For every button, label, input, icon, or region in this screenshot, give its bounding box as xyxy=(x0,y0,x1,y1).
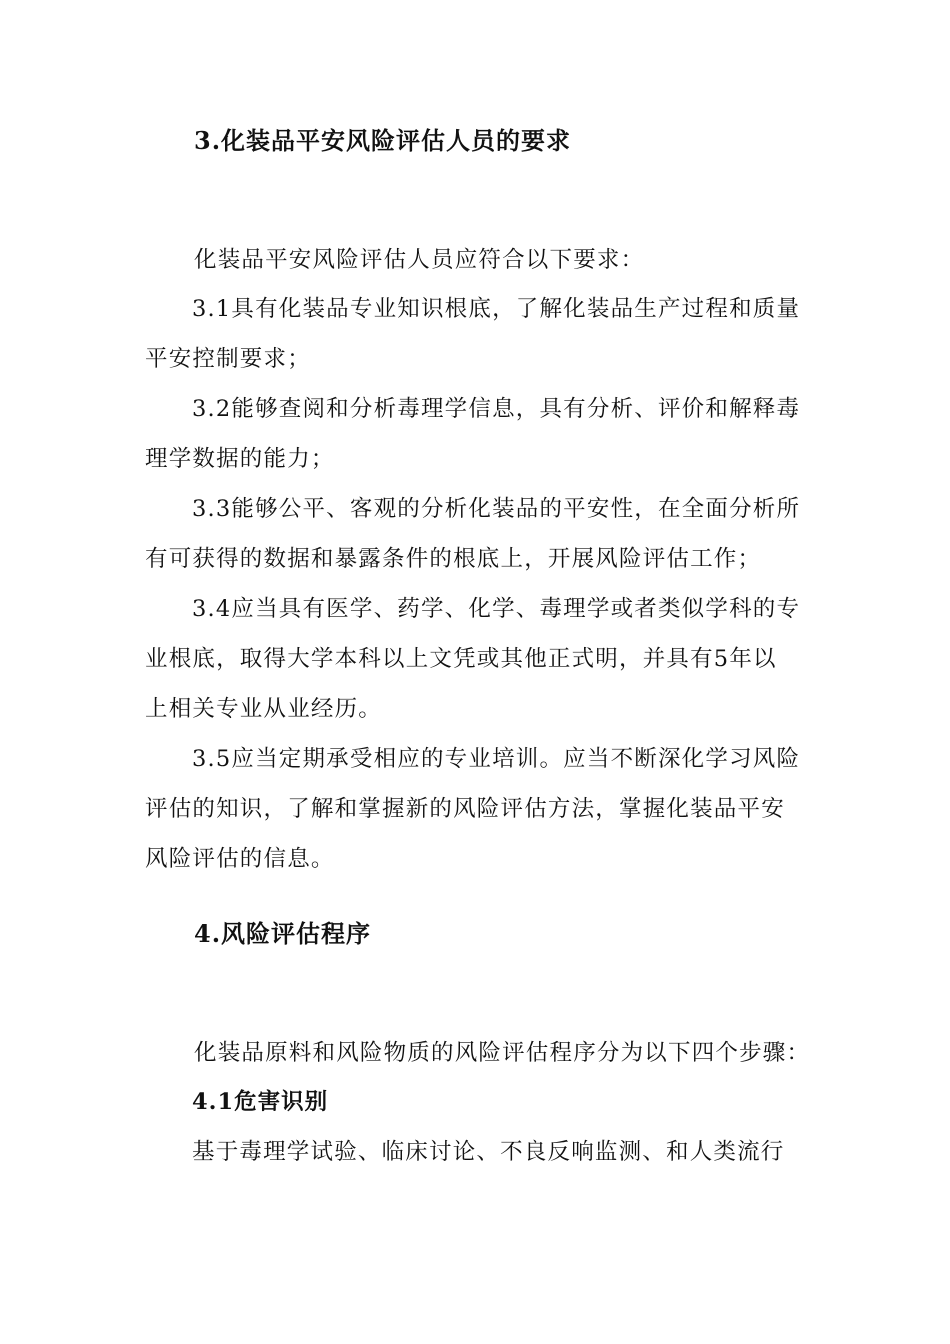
paragraph-line: 3.2能够查阅和分析毒理学信息，具有分析、评价和解释毒 xyxy=(192,396,801,422)
paragraph-line: 平安控制要求； xyxy=(145,346,311,372)
paragraph-line: 3.4应当具有医学、药学、化学、毒理学或者类似学科的专 xyxy=(192,596,801,622)
paragraph-line: 理学数据的能力； xyxy=(145,446,335,472)
paragraph-line: 评估的知识，了解和掌握新的风险评估方法，掌握化装品平安 xyxy=(145,796,785,822)
paragraph-line: 3.1具有化装品专业知识根底，了解化装品生产过程和质量 xyxy=(192,296,801,322)
paragraph-line: 风险评估的信息。 xyxy=(145,846,335,872)
section-4-intro: 化装品原料和风险物质的风险评估程序分为以下四个步骤： xyxy=(194,1040,811,1066)
section-3-heading: 3.化装品平安风险评估人员的要求 xyxy=(194,126,572,155)
paragraph-line: 有可获得的数据和暴露条件的根底上，开展风险评估工作； xyxy=(145,546,762,572)
section-4-heading: 4.风险评估程序 xyxy=(194,919,372,948)
subsection-4-1-heading: 4.1危害识别 xyxy=(192,1089,329,1115)
paragraph-line: 业根底，取得大学本科以上文凭或其他正式明，并具有5年以 xyxy=(145,646,777,672)
paragraph-line: 3.5应当定期承受相应的专业培训。应当不断深化学习风险 xyxy=(192,746,801,772)
subsection-4-1-text: 基于毒理学试验、临床讨论、不良反响监测、和人类流行 xyxy=(192,1139,785,1165)
paragraph-line: 3.3能够公平、客观的分析化装品的平安性，在全面分析所 xyxy=(192,496,801,522)
section-3-intro: 化装品平安风险评估人员应符合以下要求： xyxy=(194,247,645,273)
paragraph-line: 上相关专业从业经历。 xyxy=(145,696,383,722)
